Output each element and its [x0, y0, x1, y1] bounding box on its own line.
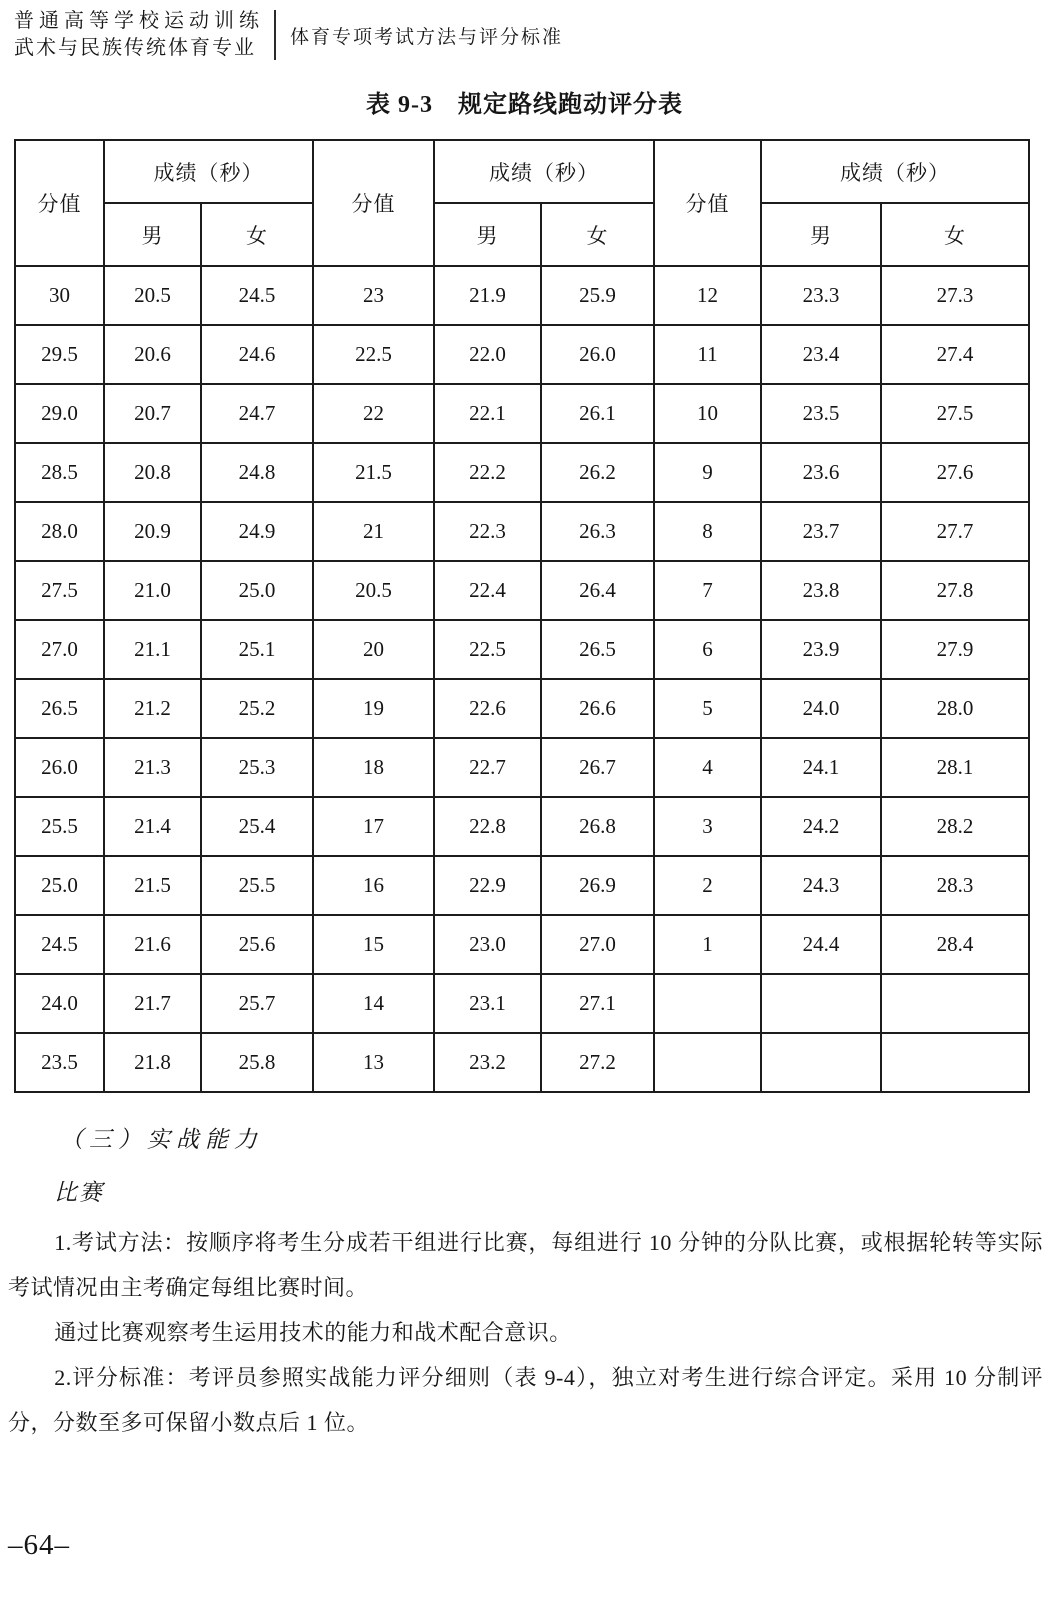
- table-cell: 18: [313, 738, 434, 797]
- table-cell: [654, 974, 761, 1033]
- table-row: [15, 443, 1029, 502]
- table-cell: 23.5: [15, 1033, 104, 1092]
- table-cell: 22.1: [434, 384, 541, 443]
- table-cell: 7: [654, 561, 761, 620]
- table-cell: 22.6: [434, 679, 541, 738]
- table-cell: 22.4: [434, 561, 541, 620]
- table-cell: [881, 1033, 1029, 1092]
- table-cell: 26.7: [541, 738, 654, 797]
- table-cell: 22.7: [434, 738, 541, 797]
- table-cell: 25.4: [201, 797, 313, 856]
- table-cell: 22.5: [434, 620, 541, 679]
- table-row: [15, 325, 1029, 384]
- table-cell: 25.5: [15, 797, 104, 856]
- col-header-male-1: 男: [104, 203, 201, 266]
- table-cell: 25.8: [201, 1033, 313, 1092]
- header-left-block: [14, 8, 264, 62]
- table-cell: 24.2: [761, 797, 881, 856]
- table-cell: [761, 974, 881, 1033]
- table-cell: 27.9: [881, 620, 1029, 679]
- table-cell: 6: [654, 620, 761, 679]
- table-row: [15, 502, 1029, 561]
- table-cell: 15: [313, 915, 434, 974]
- header-left-line1: 普通高等学校运动训练: [14, 10, 264, 32]
- header-right-title: 体育专项考试方法与评分标准: [290, 26, 564, 48]
- table-cell: 21.4: [104, 797, 201, 856]
- table-cell: 23.4: [761, 325, 881, 384]
- table-cell: 23.5: [761, 384, 881, 443]
- paragraph-observation: 通过比赛观察考生运用技术的能力和战术配合意识。: [54, 1320, 572, 1346]
- table-cell: 27.5: [15, 561, 104, 620]
- table-cell: 23.2: [434, 1033, 541, 1092]
- table-row: [15, 738, 1029, 797]
- table-cell: 11: [654, 325, 761, 384]
- table-cell: 8: [654, 502, 761, 561]
- subsection-heading: 比赛: [54, 1179, 104, 1205]
- table-cell: 28.4: [881, 915, 1029, 974]
- table-cell: 26.8: [541, 797, 654, 856]
- table-cell: 28.2: [881, 797, 1029, 856]
- table-cell: 23.9: [761, 620, 881, 679]
- table-cell: 20.5: [313, 561, 434, 620]
- table-cell: 25.9: [541, 266, 654, 325]
- table-cell: 26.5: [541, 620, 654, 679]
- table-cell: 23.1: [434, 974, 541, 1033]
- table-cell: 25.5: [201, 856, 313, 915]
- header-left-line2: 武术与民族传统体育专业: [14, 37, 256, 59]
- table-cell: 25.3: [201, 738, 313, 797]
- table-cell: 20.6: [104, 325, 201, 384]
- table-cell: 24.4: [761, 915, 881, 974]
- table-cell: 24.7: [201, 384, 313, 443]
- col-header-result-2: 成绩（秒）: [434, 140, 654, 203]
- table-cell: 24.0: [15, 974, 104, 1033]
- table-cell: 28.5: [15, 443, 104, 502]
- table-cell: 25.1: [201, 620, 313, 679]
- table-cell: 27.8: [881, 561, 1029, 620]
- table-cell: 23.0: [434, 915, 541, 974]
- table-cell: 14: [313, 974, 434, 1033]
- table-cell: 21.3: [104, 738, 201, 797]
- table-row: [15, 915, 1029, 974]
- table-cell: 26.2: [541, 443, 654, 502]
- table-header-row-1: [15, 140, 1029, 203]
- table-cell: 21: [313, 502, 434, 561]
- table-cell: 27.2: [541, 1033, 654, 1092]
- table-cell: 21.5: [313, 443, 434, 502]
- table-row: [15, 266, 1029, 325]
- table-cell: 28.0: [881, 679, 1029, 738]
- table-cell: 23.7: [761, 502, 881, 561]
- score-table-head: [15, 140, 1029, 266]
- table-header-row-2: [15, 203, 1029, 266]
- table-cell: 22.2: [434, 443, 541, 502]
- table-cell: 26.1: [541, 384, 654, 443]
- table-cell: 27.6: [881, 443, 1029, 502]
- table-cell: 27.0: [15, 620, 104, 679]
- table-cell: 2: [654, 856, 761, 915]
- table-cell: 21.2: [104, 679, 201, 738]
- table-cell: 26.5: [15, 679, 104, 738]
- score-table: [14, 139, 1030, 1093]
- table-cell: 22.9: [434, 856, 541, 915]
- table-cell: 20.8: [104, 443, 201, 502]
- body-text: [8, 1123, 1043, 1445]
- table-title: 表 9-3 规定路线跑动评分表: [366, 92, 683, 118]
- table-cell: 29.0: [15, 384, 104, 443]
- table-cell: 22.8: [434, 797, 541, 856]
- table-cell: 21.8: [104, 1033, 201, 1092]
- table-cell: 19: [313, 679, 434, 738]
- table-cell: 17: [313, 797, 434, 856]
- table-cell: 27.4: [881, 325, 1029, 384]
- col-header-result-1: 成绩（秒）: [104, 140, 313, 203]
- table-cell: 24.9: [201, 502, 313, 561]
- col-header-male-2: 男: [434, 203, 541, 266]
- col-header-female-1: 女: [201, 203, 313, 266]
- header-divider: [274, 10, 276, 60]
- table-cell: 28.0: [15, 502, 104, 561]
- table-cell: 23.8: [761, 561, 881, 620]
- table-row: [15, 1033, 1029, 1092]
- col-header-female-2: 女: [541, 203, 654, 266]
- table-cell: 12: [654, 266, 761, 325]
- table-cell: 20.5: [104, 266, 201, 325]
- table-cell: 20.9: [104, 502, 201, 561]
- table-cell: 22.5: [313, 325, 434, 384]
- table-cell: 22: [313, 384, 434, 443]
- col-header-result-3: 成绩（秒）: [761, 140, 1029, 203]
- table-cell: 26.4: [541, 561, 654, 620]
- table-row: [15, 856, 1029, 915]
- table-row: [15, 384, 1029, 443]
- table-cell: 27.7: [881, 502, 1029, 561]
- table-cell: 24.5: [201, 266, 313, 325]
- table-cell: 20.7: [104, 384, 201, 443]
- table-row: [15, 974, 1029, 1033]
- table-cell: 9: [654, 443, 761, 502]
- paragraph-exam-method: 1.考试方法：按顺序将考生分成若干组进行比赛，每组进行 10 分钟的分队比赛，或根据轮转等实际考试情况由主考确定每组比赛时间。: [8, 1230, 1043, 1301]
- table-cell: 16: [313, 856, 434, 915]
- page-number: –64–: [8, 1529, 70, 1561]
- table-cell: 24.0: [761, 679, 881, 738]
- table-cell: 21.0: [104, 561, 201, 620]
- table-cell: 24.3: [761, 856, 881, 915]
- table-cell: 25.2: [201, 679, 313, 738]
- col-header-score-1: 分值: [15, 140, 104, 266]
- table-cell: [654, 1033, 761, 1092]
- table-cell: 29.5: [15, 325, 104, 384]
- table-cell: 26.3: [541, 502, 654, 561]
- table-cell: 20: [313, 620, 434, 679]
- table-cell: 28.1: [881, 738, 1029, 797]
- table-cell: 23: [313, 266, 434, 325]
- table-cell: [881, 974, 1029, 1033]
- table-cell: 5: [654, 679, 761, 738]
- table-cell: 21.5: [104, 856, 201, 915]
- table-cell: 24.1: [761, 738, 881, 797]
- table-cell: 27.0: [541, 915, 654, 974]
- table-row: [15, 679, 1029, 738]
- table-cell: 22.0: [434, 325, 541, 384]
- table-cell: 21.9: [434, 266, 541, 325]
- table-cell: 4: [654, 738, 761, 797]
- table-cell: 21.7: [104, 974, 201, 1033]
- table-cell: 27.1: [541, 974, 654, 1033]
- document-header: [14, 8, 1049, 62]
- table-row: [15, 561, 1029, 620]
- table-cell: 10: [654, 384, 761, 443]
- table-cell: 25.7: [201, 974, 313, 1033]
- table-cell: 26.6: [541, 679, 654, 738]
- table-cell: 23.3: [761, 266, 881, 325]
- table-cell: 24.6: [201, 325, 313, 384]
- table-cell: 24.8: [201, 443, 313, 502]
- table-row: [15, 797, 1029, 856]
- table-cell: 30: [15, 266, 104, 325]
- col-header-female-3: 女: [881, 203, 1029, 266]
- table-cell: 27.3: [881, 266, 1029, 325]
- col-header-male-3: 男: [761, 203, 881, 266]
- col-header-score-3: 分值: [654, 140, 761, 266]
- table-cell: [761, 1033, 881, 1092]
- score-table-body: [15, 266, 1029, 1092]
- table-cell: 22.3: [434, 502, 541, 561]
- paragraph-scoring-standard: 2.评分标准：考评员参照实战能力评分细则（表 9-4），独立对考生进行综合评定。采用 10 分制评分，分数至多可保留小数点后 1 位。: [8, 1365, 1043, 1436]
- table-cell: 27.5: [881, 384, 1029, 443]
- table-cell: 25.0: [201, 561, 313, 620]
- table-row: [15, 620, 1029, 679]
- table-cell: 26.0: [541, 325, 654, 384]
- table-cell: 3: [654, 797, 761, 856]
- table-cell: 25.0: [15, 856, 104, 915]
- table-cell: 26.0: [15, 738, 104, 797]
- section-heading: （三）实战能力: [60, 1127, 263, 1152]
- table-cell: 23.6: [761, 443, 881, 502]
- table-cell: 24.5: [15, 915, 104, 974]
- table-cell: 1: [654, 915, 761, 974]
- col-header-score-2: 分值: [313, 140, 434, 266]
- table-cell: 21.6: [104, 915, 201, 974]
- table-cell: 28.3: [881, 856, 1029, 915]
- table-cell: 25.6: [201, 915, 313, 974]
- table-cell: 21.1: [104, 620, 201, 679]
- table-cell: 26.9: [541, 856, 654, 915]
- table-cell: 13: [313, 1033, 434, 1092]
